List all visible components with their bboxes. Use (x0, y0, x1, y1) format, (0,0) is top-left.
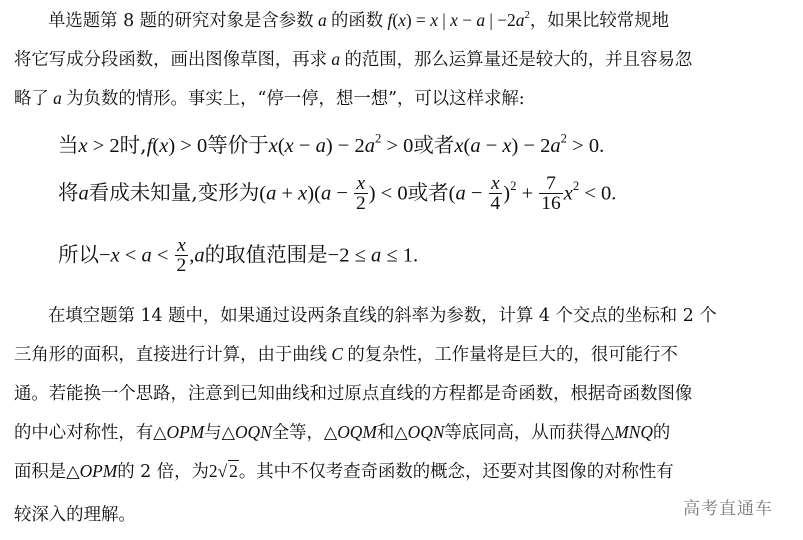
equation-3: 所以−x < a < $\frac{x}{2}$ ,a的取值范围是−2 ≤ a ≤ 1. (58, 235, 419, 277)
p2-line-5: 面积是△OPM的 2 倍，为2√ 2。其中不仅考查奇函数的概念，还要对其图像的对称性有 (14, 461, 674, 482)
equation-2: 将a看成未知量,变形为(a + x)(a − $\frac{x}{2}$ ) < 0或者(a − $\frac{x}{4}$ )$^2$ + $\frac{7}{16}$ $x^2 < 0$. (58, 173, 617, 215)
p2-line-2: 三角形的面积，直接进行计算，由于曲线 C 的复杂性，工作量将是巨大的，很可能行不 (14, 344, 678, 365)
watermark: 高考直通车 (683, 499, 773, 519)
p1-line-3: 略了 a 为负数的情形。事实上，“停一停，想一想”，可以这样求解: (14, 88, 525, 109)
p2-line-4: 的中心对称性，有△OPM与△OQN全等，△OQM和△OQN等底同高，从而获得△MNQ的 (14, 422, 671, 443)
p2-line-6: 较深入的理解。 (14, 505, 136, 525)
p2-line-3: 通。若能换一个思路，注意到已知曲线和过原点直线的方程都是奇函数，根据奇函数图像 (14, 384, 693, 404)
p1-line-1: 单选题第 8 题的研究对象是含参数 a 的函数 f(x) = x | x − a | $-2a^2$，如果比较常规地 (48, 8, 669, 31)
equation-1: 当x > 2时,f(x) > 0等价于$x(x - a) - 2a^2 > 0$或者$x(a - x) - 2a^2 > 0$. (58, 131, 605, 157)
p2-line-1: 在填空题第 14 题中，如果通过设两条直线的斜率为参数，计算 4 个交点的坐标和 2 个 (48, 306, 717, 326)
p1-line-2: 将它写成分段函数，画出图像草图，再求 a 的范围，那么运算量还是较大的，并且容易忽 (14, 49, 693, 70)
